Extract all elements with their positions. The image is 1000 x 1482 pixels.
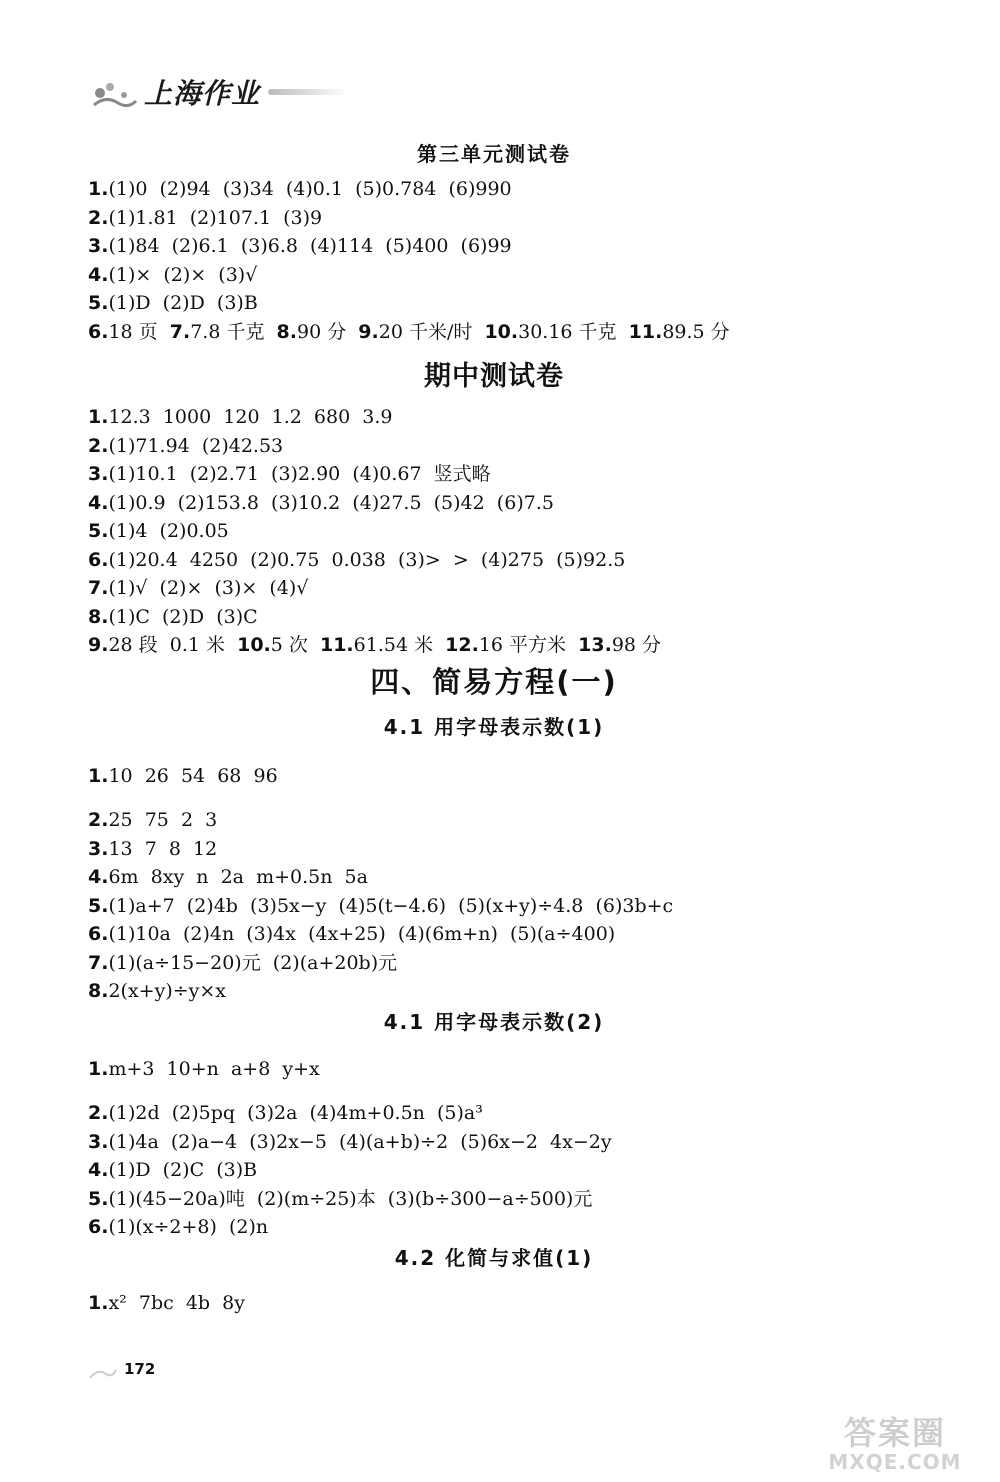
answer-line xyxy=(88,1128,900,1157)
answer-text: 16 平方米 xyxy=(478,634,579,656)
page-corner-decoration-icon xyxy=(88,1364,118,1382)
answer-text: (1)D (2)C (3)B xyxy=(108,1159,258,1181)
answer-line xyxy=(88,318,900,347)
section-heading: 4.1 用字母表示数(2) xyxy=(383,1009,605,1034)
answer-line xyxy=(88,892,900,921)
answer-text: 18 页 xyxy=(108,320,170,343)
question-number: 8. xyxy=(88,980,109,1002)
answer-text: 13 7 8 12 xyxy=(108,837,218,860)
answer-text: (1)0.9 (2)153.8 (3)10.2 (4)27.5 (5)42 (6)7.5 xyxy=(108,491,554,514)
watermark-logo-text: 答案圈 xyxy=(843,1414,946,1452)
answer-text: x² 7bc 4b 8y xyxy=(108,1291,245,1314)
answer-line xyxy=(88,1099,900,1128)
question-number: 1. xyxy=(88,1057,109,1080)
answer-text: (1)1.81 (2)107.1 (3)9 xyxy=(108,206,323,229)
question-number: 9. xyxy=(358,320,379,343)
answer-text: (1)84 (2)6.1 (3)6.8 (4)114 (5)400 (6)99 xyxy=(108,235,512,257)
answer-line xyxy=(88,289,900,318)
header-logo xyxy=(88,70,348,114)
watermark-url: MXQE.COM xyxy=(828,1450,962,1474)
answer-line xyxy=(88,403,900,432)
question-number: 11. xyxy=(628,320,663,343)
answer-line xyxy=(88,631,900,660)
answer-text: 30.16 千克 xyxy=(518,320,629,343)
question-number: 2. xyxy=(88,206,109,229)
answer-line xyxy=(88,489,900,518)
answer-line xyxy=(88,1055,900,1084)
question-number: 12. xyxy=(445,634,479,656)
question-number: 9. xyxy=(88,634,109,656)
answer-line xyxy=(88,261,900,290)
answer-line xyxy=(88,835,900,864)
answer-line xyxy=(88,920,900,949)
watermark xyxy=(800,1408,990,1476)
question-number: 3. xyxy=(88,463,109,485)
answer-text: (1)(x÷2+8) (2)n xyxy=(108,1216,269,1238)
question-number: 4. xyxy=(88,491,109,514)
answer-text: (1)a+7 (2)4b (3)5x−y (4)5(t−4.6) (5)(x+y)÷4.8 (6)3b+c xyxy=(108,894,674,917)
answer-text: 20 千米/时 xyxy=(378,320,485,343)
section-heading: 期中测试卷 xyxy=(424,361,564,392)
question-number: 1. xyxy=(88,764,109,787)
question-number: 8. xyxy=(88,605,109,628)
answer-text: 6m 8xy n 2a m+0.5n 5a xyxy=(108,866,368,888)
question-number: 1. xyxy=(88,406,109,428)
answer-line xyxy=(88,949,900,978)
answer-line xyxy=(88,977,900,1006)
answer-text: 2(x+y)÷y×x xyxy=(108,980,227,1002)
answer-text: (1)4a (2)a−4 (3)2x−5 (4)(a+b)÷2 (5)6x−2 4x−2y xyxy=(108,1130,612,1153)
question-number: 5. xyxy=(88,1187,109,1210)
section-heading: 4.2 化简与求值(1) xyxy=(394,1245,594,1270)
answer-text: (1)4 (2)0.05 xyxy=(108,520,229,542)
answer-text: 7.8 千克 xyxy=(190,320,277,343)
answer-text: (1)(45−20a)吨 (2)(m÷25)本 (3)(b÷300−a÷500)元 xyxy=(108,1187,593,1210)
question-number: 7. xyxy=(169,320,191,343)
question-number: 3. xyxy=(88,837,109,860)
answer-text: (1)20.4 4250 (2)0.75 0.038 (3)> > (4)275 (5)92.5 xyxy=(108,548,626,571)
logo-figure-icon xyxy=(88,75,138,109)
section-heading: 第三单元测试卷 xyxy=(417,142,571,166)
question-number: 6. xyxy=(88,320,109,343)
answer-text: 10 26 54 68 96 xyxy=(108,764,278,787)
page-number: 172 xyxy=(124,1360,156,1378)
answer-line xyxy=(88,546,900,575)
answer-text: 12.3 1000 120 1.2 680 3.9 xyxy=(108,406,393,428)
answer-line xyxy=(88,806,900,835)
answer-line xyxy=(88,863,900,892)
answer-text: 89.5 分 xyxy=(662,320,730,343)
question-number: 6. xyxy=(88,548,109,571)
question-number: 8. xyxy=(276,320,297,343)
answer-line xyxy=(88,232,900,261)
section-heading: 四、简易方程(一) xyxy=(370,664,618,699)
question-number: 3. xyxy=(88,235,109,257)
answer-text: (1)D (2)D (3)B xyxy=(108,292,258,314)
answer-line xyxy=(88,603,900,632)
answer-text: (1)71.94 (2)42.53 xyxy=(108,434,284,457)
answer-text: (1)10.1 (2)2.71 (3)2.9̇0̇ (4)0.67 竖式略 xyxy=(108,463,491,485)
answer-line xyxy=(88,1156,900,1185)
question-number: 10. xyxy=(484,320,519,343)
answer-text: (1)C (2)D (3)C xyxy=(108,605,258,628)
logo-decoration xyxy=(268,89,348,95)
question-number: 5. xyxy=(88,520,109,542)
answer-content xyxy=(88,138,900,1317)
answer-text: m+3 10+n a+8 y+x xyxy=(108,1057,320,1080)
answer-text: (1)2d (2)5pq (3)2a (4)4m+0.5n (5)a³ xyxy=(108,1102,483,1124)
answer-text: 90 分 xyxy=(297,320,359,343)
question-number: 5. xyxy=(88,894,109,917)
question-number: 6. xyxy=(88,1216,109,1238)
question-number: 13. xyxy=(578,634,612,656)
question-number: 1. xyxy=(88,1291,109,1314)
question-number: 3. xyxy=(88,1130,109,1153)
answer-text: 98 分 xyxy=(611,634,662,656)
question-number: 2. xyxy=(88,1102,109,1124)
answer-line xyxy=(88,1213,900,1242)
answer-text: 28 段 0.1 米 xyxy=(108,634,238,656)
logo-text: 上海作业 xyxy=(144,77,261,110)
question-number: 4. xyxy=(88,866,109,888)
question-number: 7. xyxy=(88,951,109,974)
question-number: 7. xyxy=(88,577,109,599)
answer-text: 61.54 米 xyxy=(353,634,446,656)
answer-text: (1)× (2)× (3)√ xyxy=(108,263,258,286)
answer-text: (1)√ (2)× (3)× (4)√ xyxy=(108,577,309,599)
question-number: 2. xyxy=(88,809,109,831)
answer-line xyxy=(88,1185,900,1214)
answer-line xyxy=(88,762,900,791)
answer-text: 25 75 2 3 xyxy=(108,809,218,831)
question-number: 1. xyxy=(88,178,109,200)
answer-line xyxy=(88,432,900,461)
answer-text: (1)(a÷15−20)元 (2)(a+20b)元 xyxy=(108,951,398,974)
answer-line xyxy=(88,1289,900,1318)
answer-text: (1)10a (2)4n (3)4x (4x+25) (4)(6m+n) (5)(a÷400) xyxy=(108,923,616,945)
answer-line xyxy=(88,175,900,204)
answer-line xyxy=(88,574,900,603)
question-number: 2. xyxy=(88,434,109,457)
section-heading: 4.1 用字母表示数(1) xyxy=(383,714,605,739)
question-number: 4. xyxy=(88,263,109,286)
question-number: 10. xyxy=(237,634,271,656)
answer-line xyxy=(88,460,900,489)
answer-text: 5 次 xyxy=(270,634,320,656)
answer-text: (1)0 (2)94 (3)34 (4)0.1 (5)0.784 (6)990 xyxy=(108,178,512,200)
question-number: 4. xyxy=(88,1159,109,1181)
question-number: 11. xyxy=(319,634,354,656)
answer-line xyxy=(88,204,900,233)
question-number: 6. xyxy=(88,923,109,945)
answer-line xyxy=(88,517,900,546)
question-number: 5. xyxy=(88,292,109,314)
